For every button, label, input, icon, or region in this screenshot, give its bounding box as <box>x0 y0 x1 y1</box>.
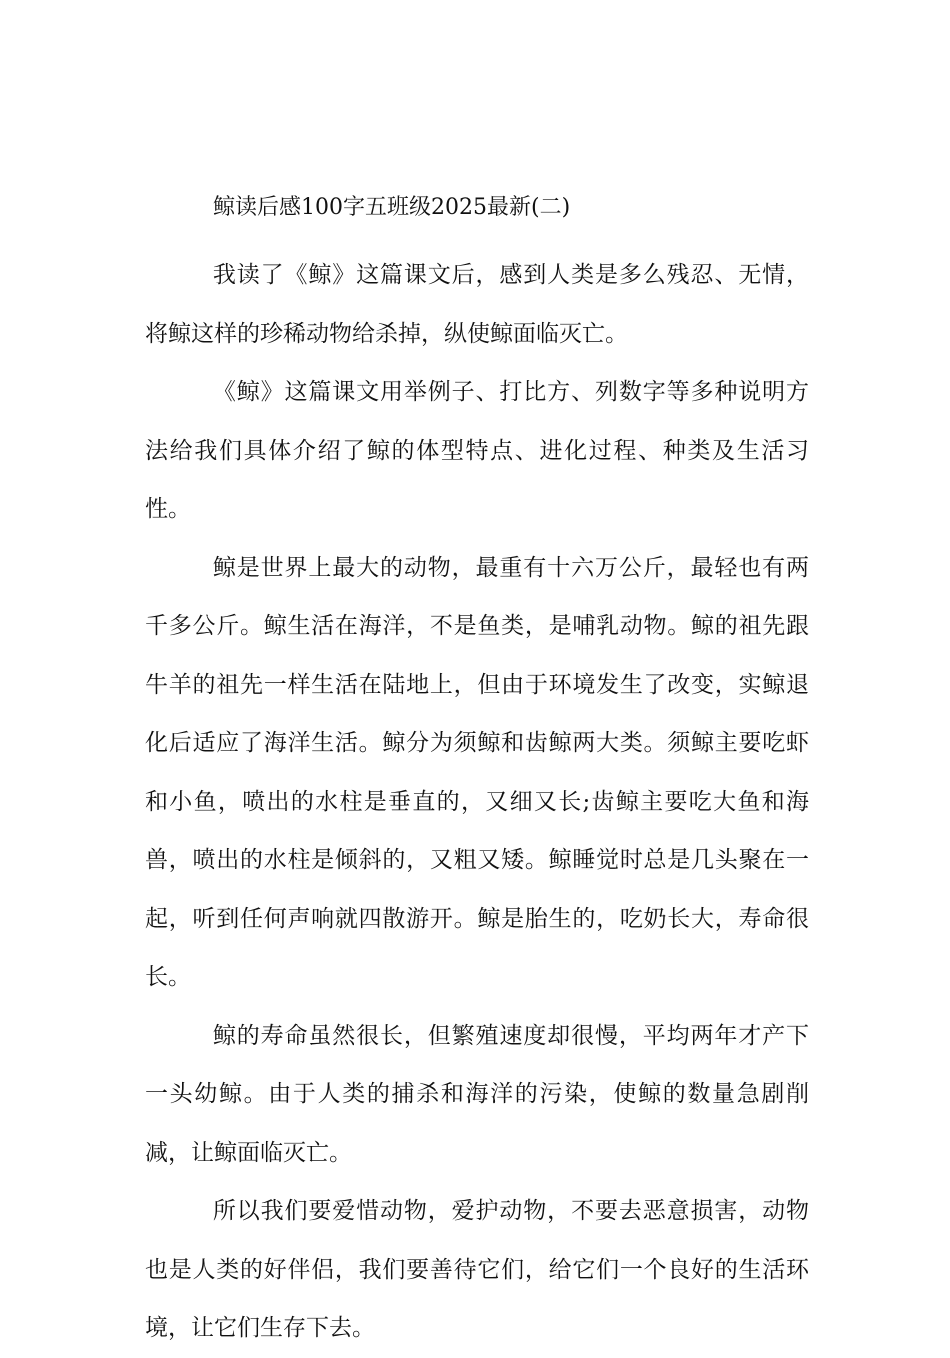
paragraph-1: 我读了《鲸》这篇课文后，感到人类是多么残忍、无情，将鲸这样的珍稀动物给杀掉，纵使鲸面临灭亡。 <box>145 262 809 347</box>
document-body <box>145 246 809 1358</box>
paragraph-3: 鲸是世界上最大的动物，最重有十六万公斤，最轻也有两千多公斤。鲸生活在海洋，不是鱼类，是哺乳动物。鲸的祖先跟牛羊的祖先一样生活在陆地上，但由于环境发生了改变，实鲸退化后适应了海洋生活。鲸分为须鲸和齿鲸两大类。须鲸主要吃虾和小鱼，喷出的水柱是垂直的，又细又长;齿鲸主要吃大鱼和海兽，喷出的水柱是倾斜的，又粗又矮。鲸睡觉时总是几头聚在一起，听到任何声响就四散游开。鲸是胎生的，吃奶长大，寿命很长。 <box>145 554 809 990</box>
paragraph-5: 所以我们要爱惜动物，爱护动物，不要去恶意损害，动物也是人类的好伴侣，我们要善待它们，给它们一个良好的生活环境，让它们生存下去。 <box>145 1198 809 1341</box>
paragraph-2: 《鲸》这篇课文用举例子、打比方、列数字等多种说明方法给我们具体介绍了鲸的体型特点、进化过程、种类及生活习性。 <box>145 379 809 522</box>
document-title: 鲸读后感100字五班级2025最新(二) <box>213 195 571 220</box>
paragraph-4: 鲸的寿命虽然很长，但繁殖速度却很慢，平均两年才产下一头幼鲸。由于人类的捕杀和海洋的污染，使鲸的数量急剧削减，让鲸面临灭亡。 <box>145 1022 809 1166</box>
